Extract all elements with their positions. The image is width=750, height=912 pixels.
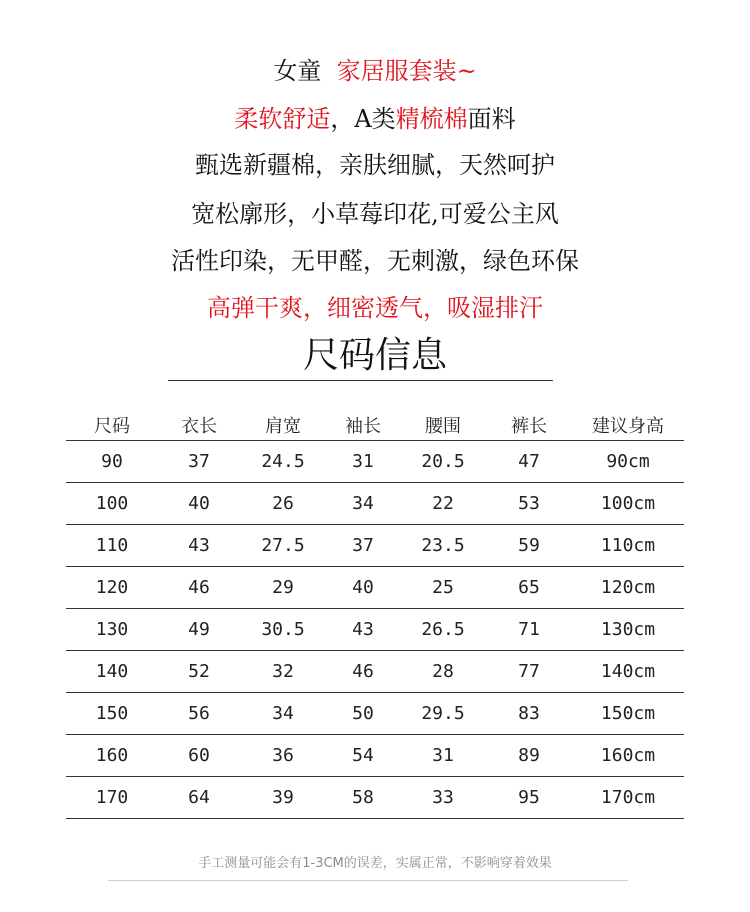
header-cell: 肩宽 bbox=[240, 410, 326, 441]
table-cell: 20.5 bbox=[400, 441, 486, 483]
table-cell: 110cm bbox=[572, 525, 684, 567]
table-row bbox=[66, 735, 684, 777]
table-cell: 130 bbox=[66, 609, 158, 651]
intro-line-3: 甄选新疆棉，亲肤细腻，天然呵护 bbox=[195, 151, 555, 179]
table-cell: 90cm bbox=[572, 441, 684, 483]
table-cell: 170 bbox=[66, 777, 158, 819]
intro-line-1-black: 女童 bbox=[273, 57, 322, 85]
table-cell: 170cm bbox=[572, 777, 684, 819]
title-underline bbox=[168, 380, 553, 381]
table-cell: 64 bbox=[158, 777, 240, 819]
table-row bbox=[66, 651, 684, 693]
table-cell: 160cm bbox=[572, 735, 684, 777]
table-cell: 28 bbox=[400, 651, 486, 693]
table-cell: 46 bbox=[158, 567, 240, 609]
table-cell: 37 bbox=[158, 441, 240, 483]
table-cell: 140 bbox=[66, 651, 158, 693]
table-cell: 26.5 bbox=[400, 609, 486, 651]
table-cell: 89 bbox=[486, 735, 572, 777]
table-row bbox=[66, 441, 684, 483]
header-cell: 袖长 bbox=[326, 410, 400, 441]
table-cell: 40 bbox=[158, 483, 240, 525]
table-cell: 46 bbox=[326, 651, 400, 693]
table-cell: 53 bbox=[486, 483, 572, 525]
intro-line-5: 活性印染，无甲醛，无刺激，绿色环保 bbox=[171, 247, 579, 275]
table-cell: 65 bbox=[486, 567, 572, 609]
intro-line-6: 高弹干爽，细密透气，吸湿排汗 bbox=[207, 294, 543, 322]
table-cell: 43 bbox=[326, 609, 400, 651]
intro-line-1-red: 家居服套装~ bbox=[336, 57, 477, 85]
table-cell: 71 bbox=[486, 609, 572, 651]
table-cell: 31 bbox=[400, 735, 486, 777]
table-cell: 120cm bbox=[572, 567, 684, 609]
table-cell: 33 bbox=[400, 777, 486, 819]
table-cell: 150cm bbox=[572, 693, 684, 735]
table-cell: 36 bbox=[240, 735, 326, 777]
table-cell: 25 bbox=[400, 567, 486, 609]
table-cell: 24.5 bbox=[240, 441, 326, 483]
table-cell: 95 bbox=[486, 777, 572, 819]
table-row bbox=[66, 777, 684, 819]
table-cell: 31 bbox=[326, 441, 400, 483]
table-cell: 34 bbox=[240, 693, 326, 735]
table-cell: 34 bbox=[326, 483, 400, 525]
table-row bbox=[66, 609, 684, 651]
table-cell: 150 bbox=[66, 693, 158, 735]
table-cell: 83 bbox=[486, 693, 572, 735]
section-title: 尺码信息 bbox=[302, 335, 447, 376]
table-body bbox=[66, 441, 684, 819]
table-cell: 130cm bbox=[572, 609, 684, 651]
table-cell: 100cm bbox=[572, 483, 684, 525]
table-cell: 90 bbox=[66, 441, 158, 483]
table-cell: 120 bbox=[66, 567, 158, 609]
intro-line-2-red-1: 柔软舒适 bbox=[234, 105, 331, 133]
table-cell: 110 bbox=[66, 525, 158, 567]
table-cell: 56 bbox=[158, 693, 240, 735]
table-row bbox=[66, 483, 684, 525]
table-cell: 160 bbox=[66, 735, 158, 777]
header-cell: 尺码 bbox=[66, 410, 158, 441]
header-cell: 建议身高 bbox=[572, 410, 684, 441]
table-cell: 29 bbox=[240, 567, 326, 609]
size-table bbox=[66, 410, 684, 819]
table-cell: 26 bbox=[240, 483, 326, 525]
table-row bbox=[66, 525, 684, 567]
table-cell: 50 bbox=[326, 693, 400, 735]
table-cell: 37 bbox=[326, 525, 400, 567]
table-cell: 22 bbox=[400, 483, 486, 525]
table-cell: 49 bbox=[158, 609, 240, 651]
table-cell: 59 bbox=[486, 525, 572, 567]
header-cell: 腰围 bbox=[400, 410, 486, 441]
table-cell: 60 bbox=[158, 735, 240, 777]
table-cell: 58 bbox=[326, 777, 400, 819]
table-cell: 140cm bbox=[572, 651, 684, 693]
table-cell: 27.5 bbox=[240, 525, 326, 567]
intro-line-1 bbox=[0, 56, 750, 86]
table-header-row bbox=[66, 410, 684, 441]
header-cell: 衣长 bbox=[158, 410, 240, 441]
intro-line-2 bbox=[0, 104, 750, 134]
table-cell: 43 bbox=[158, 525, 240, 567]
footnote: 手工测量可能会有1-3CM的误差，实属正常，不影响穿着效果 bbox=[198, 856, 552, 871]
table-cell: 52 bbox=[158, 651, 240, 693]
intro-line-2-black-2: 面料 bbox=[467, 105, 516, 133]
footnote-rule bbox=[108, 880, 628, 881]
table-cell: 30.5 bbox=[240, 609, 326, 651]
table-cell: 40 bbox=[326, 567, 400, 609]
intro-line-2-black-1: ，A类 bbox=[330, 105, 396, 133]
table-cell: 77 bbox=[486, 651, 572, 693]
table-cell: 32 bbox=[240, 651, 326, 693]
table-row bbox=[66, 693, 684, 735]
table-cell: 54 bbox=[326, 735, 400, 777]
table-cell: 23.5 bbox=[400, 525, 486, 567]
intro-line-4: 宽松廓形，小草莓印花,可爱公主风 bbox=[191, 200, 559, 228]
intro-line-2-red-2: 精梳棉 bbox=[395, 105, 468, 133]
table-row bbox=[66, 567, 684, 609]
table-cell: 39 bbox=[240, 777, 326, 819]
table-cell: 100 bbox=[66, 483, 158, 525]
header-cell: 裤长 bbox=[486, 410, 572, 441]
table-cell: 29.5 bbox=[400, 693, 486, 735]
table-cell: 47 bbox=[486, 441, 572, 483]
